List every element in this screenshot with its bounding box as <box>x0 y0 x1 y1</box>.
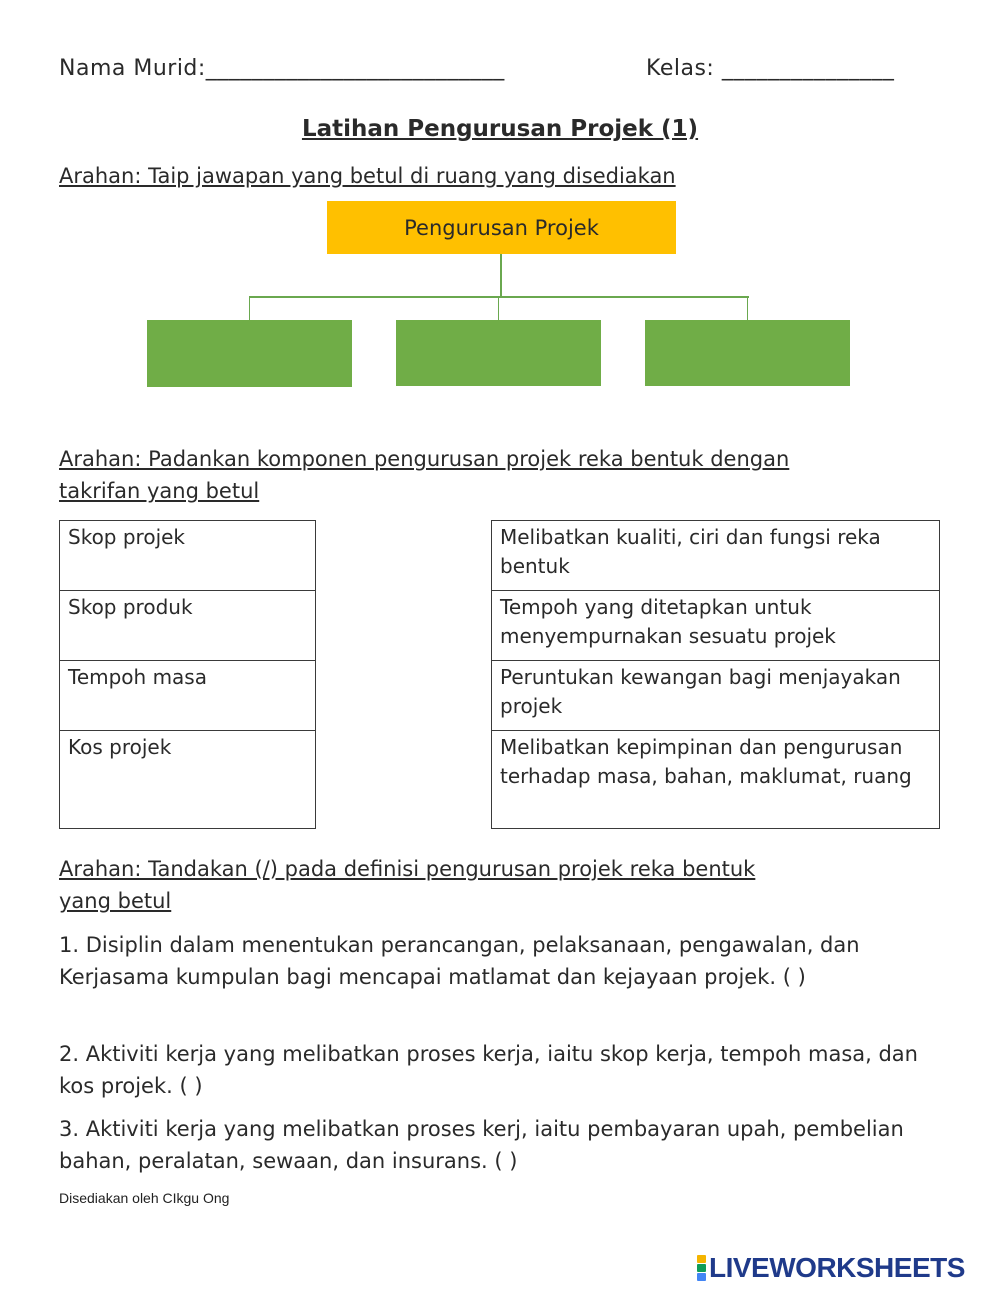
class-label: Kelas: _______________ <box>646 56 895 81</box>
question-3[interactable]: 3. Aktiviti kerja yang melibatkan proses kerj, iaitu pembayaran upah, pembelian bahan, peralatan, sewaan, dan insurans. ( ) <box>59 1117 904 1173</box>
answer-box-1[interactable] <box>147 320 352 387</box>
section2-instruction <box>59 443 949 507</box>
component-item[interactable]: Kos projek <box>60 731 316 829</box>
connector-right <box>747 296 748 320</box>
definition-item[interactable]: Melibatkan kualiti, ciri dan fungsi reka bentuk <box>492 521 940 591</box>
section3-instruction-line1: Arahan: Tandakan (/) pada definisi pengurusan projek reka bentuk <box>59 857 756 881</box>
liveworksheets-logo-icon <box>697 1255 706 1281</box>
section2-instruction-line1: Arahan: Padankan komponen pengurusan projek reka bentuk dengan <box>59 447 790 471</box>
section2-instruction-line2: takrifan yang betul <box>59 479 260 503</box>
component-item[interactable]: Tempoh masa <box>60 661 316 731</box>
section1-instruction: Arahan: Taip jawapan yang betul di ruang yang disediakan <box>59 164 676 188</box>
definition-item[interactable]: Peruntukan kewangan bagi menjayakan projek <box>492 661 940 731</box>
question-1[interactable]: 1. Disiplin dalam menentukan perancangan, pelaksanaan, pengawalan, dan Kerjasama kumpulan bagi mencapai matlamat dan kejayaan projek. ( ) <box>59 933 860 989</box>
component-table <box>59 520 316 829</box>
answer-box-3[interactable] <box>645 320 850 386</box>
org-chart-root-label: Pengurusan Projek <box>404 215 599 240</box>
connector-vertical <box>500 254 502 297</box>
connector-horizontal <box>249 296 749 298</box>
author-credit: Disediakan oleh CIkgu Ong <box>59 1190 230 1206</box>
definition-table <box>491 520 940 829</box>
student-name-label: Nama Murid:__________________________ <box>59 56 505 81</box>
org-chart-root <box>327 201 676 254</box>
definition-item[interactable]: Tempoh yang ditetapkan untuk menyempurnakan sesuatu projek <box>492 591 940 661</box>
section3-instruction-line2: yang betul <box>59 889 172 913</box>
answer-box-2[interactable] <box>396 320 601 386</box>
definition-item[interactable]: Melibatkan kepimpinan dan pengurusan terhadap masa, bahan, maklumat, ruang <box>492 731 940 829</box>
component-item[interactable]: Skop projek <box>60 521 316 591</box>
worksheet-title: Latihan Pengurusan Projek (1) <box>301 116 699 142</box>
liveworksheets-logo[interactable] <box>697 1252 965 1284</box>
connector-middle <box>498 296 499 320</box>
component-item[interactable]: Skop produk <box>60 591 316 661</box>
section3-instruction <box>59 853 949 917</box>
liveworksheets-wordmark: LIVEWORKSHEETS <box>709 1252 965 1283</box>
connector-left <box>249 296 250 320</box>
question-2[interactable]: 2. Aktiviti kerja yang melibatkan proses kerja, iaitu skop kerja, tempoh masa, dan kos projek. ( ) <box>59 1042 918 1098</box>
